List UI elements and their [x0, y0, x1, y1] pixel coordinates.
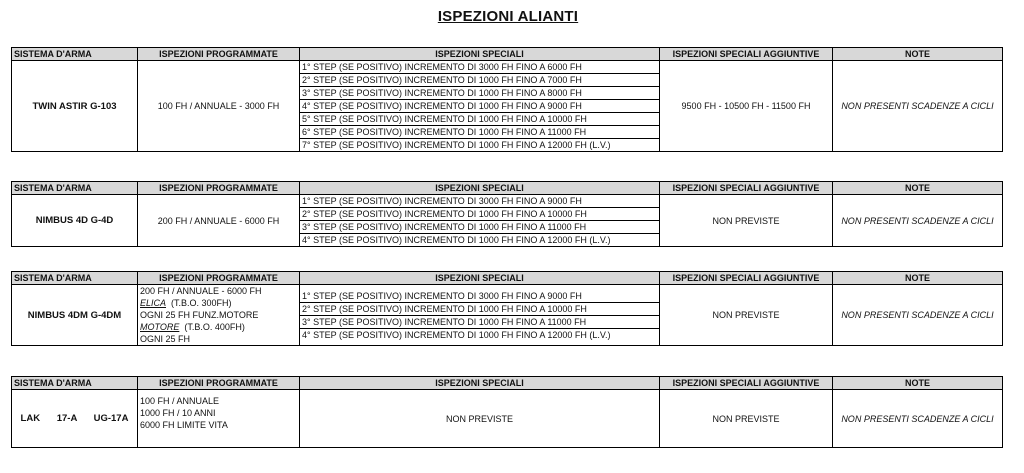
header-ispezioni-aggiuntive: ISPEZIONI SPECIALI AGGIUNTIVE [660, 272, 833, 285]
programmate-line: OGNI 25 FH FUNZ.MOTORE [140, 310, 259, 320]
step-line: 2° STEP (SE POSITIVO) INCREMENTO DI 1000 FH FINO A 10000 FH [300, 303, 659, 316]
header-note: NOTE [833, 377, 1003, 390]
header-ispezioni-aggiuntive: ISPEZIONI SPECIALI AGGIUNTIVE [660, 48, 833, 61]
programmate-line [138, 297, 299, 309]
step-line: 4° STEP (SE POSITIVO) INCREMENTO DI 1000 FH FINO A 12000 FH (L.V.) [302, 235, 611, 245]
note-cell: NON PRESENTI SCADENZE A CICLI [833, 195, 1003, 247]
ispezioni-programmate-cell [138, 285, 300, 346]
ispezioni-programmate-cell [138, 390, 300, 448]
header-sistema-arma: SISTEMA D'ARMA [12, 48, 138, 61]
sistema-arma-cell: NIMBUS 4DM G-4DM [12, 285, 138, 346]
table-lak-17a [11, 376, 1003, 448]
header-ispezioni-programmate: ISPEZIONI PROGRAMMATE [138, 377, 300, 390]
header-ispezioni-programmate: ISPEZIONI PROGRAMMATE [138, 272, 300, 285]
header-ispezioni-aggiuntive: ISPEZIONI SPECIALI AGGIUNTIVE [660, 377, 833, 390]
header-ispezioni-speciali: ISPEZIONI SPECIALI [300, 48, 660, 61]
table-header-row [12, 48, 1003, 61]
table-nimbus-4dm [11, 271, 1003, 346]
step-line: 2° STEP (SE POSITIVO) INCREMENTO DI 1000 FH FINO A 10000 FH [300, 208, 659, 221]
note-cell: NON PRESENTI SCADENZE A CICLI [833, 61, 1003, 152]
table-header-row [12, 272, 1003, 285]
programmate-line [138, 431, 299, 443]
programmate-line: OGNI 25 FH [140, 334, 191, 344]
table-row [12, 195, 1003, 247]
header-ispezioni-speciali: ISPEZIONI SPECIALI [300, 272, 660, 285]
table-row [12, 390, 1003, 448]
header-ispezioni-speciali: ISPEZIONI SPECIALI [300, 377, 660, 390]
sistema-arma-cell: TWIN ASTIR G-103 [12, 61, 138, 152]
elica-value: (T.B.O. 300FH) [171, 298, 232, 308]
ispezioni-aggiuntive-cell: NON PREVISTE [660, 390, 833, 448]
step-line: 1° STEP (SE POSITIVO) INCREMENTO DI 3000 FH FINO A 9000 FH [300, 290, 659, 303]
ispezioni-programmate-cell: 200 FH / ANNUALE - 6000 FH [138, 195, 300, 247]
motore-value: (T.B.O. 400FH) [184, 322, 245, 332]
step-line: 5° STEP (SE POSITIVO) INCREMENTO DI 1000 FH FINO A 10000 FH [300, 113, 659, 126]
step-line: 2° STEP (SE POSITIVO) INCREMENTO DI 1000 FH FINO A 7000 FH [300, 74, 659, 87]
step-line: 7° STEP (SE POSITIVO) INCREMENTO DI 1000 FH FINO A 12000 FH (L.V.) [302, 140, 611, 150]
note-cell: NON PRESENTI SCADENZE A CICLI [833, 285, 1003, 346]
table-header-row [12, 377, 1003, 390]
header-note: NOTE [833, 182, 1003, 195]
header-sistema-arma: SISTEMA D'ARMA [12, 182, 138, 195]
header-note: NOTE [833, 48, 1003, 61]
ispezioni-aggiuntive-cell: 9500 FH - 10500 FH - 11500 FH [660, 61, 833, 152]
step-line: 1° STEP (SE POSITIVO) INCREMENTO DI 3000 FH FINO A 6000 FH [300, 61, 659, 74]
elica-label: ELICA [140, 298, 167, 308]
motore-label: MOTORE [140, 322, 180, 332]
step-line: 3° STEP (SE POSITIVO) INCREMENTO DI 1000 FH FINO A 11000 FH [300, 221, 659, 234]
sistema-arma-cell: NIMBUS 4D G-4D [12, 195, 138, 247]
ispezioni-speciali-cell [300, 285, 660, 346]
header-note: NOTE [833, 272, 1003, 285]
header-ispezioni-programmate: ISPEZIONI PROGRAMMATE [138, 48, 300, 61]
ispezioni-aggiuntive-cell: NON PREVISTE [660, 195, 833, 247]
step-line: 6° STEP (SE POSITIVO) INCREMENTO DI 1000 FH FINO A 11000 FH [300, 126, 659, 139]
ispezioni-speciali-cell [300, 195, 660, 247]
step-line: 3° STEP (SE POSITIVO) INCREMENTO DI 1000 FH FINO A 8000 FH [300, 87, 659, 100]
table-row [12, 285, 1003, 346]
programmate-line: 6000 FH LIMITE VITA [140, 419, 228, 430]
programmate-line: 1000 FH / 10 ANNI [140, 407, 216, 418]
programmate-line [138, 321, 299, 333]
page-title: ISPEZIONI ALIANTI [437, 8, 579, 25]
note-cell: NON PRESENTI SCADENZE A CICLI [833, 390, 1003, 448]
header-sistema-arma: SISTEMA D'ARMA [12, 272, 138, 285]
table-twin-astir [11, 47, 1003, 152]
step-line: 3° STEP (SE POSITIVO) INCREMENTO DI 1000 FH FINO A 11000 FH [300, 316, 659, 329]
programmate-line: 100 FH / ANNUALE [140, 395, 220, 406]
ispezioni-programmate-cell: 100 FH / ANNUALE - 3000 FH [138, 61, 300, 152]
step-line: 4° STEP (SE POSITIVO) INCREMENTO DI 1000 FH FINO A 12000 FH (L.V.) [302, 329, 611, 340]
table-row [12, 61, 1003, 152]
sistema-arma-cell: LAK 17-A UG-17A [12, 390, 138, 448]
ispezioni-speciali-cell: NON PREVISTE [300, 390, 660, 448]
step-line: 4° STEP (SE POSITIVO) INCREMENTO DI 1000 FH FINO A 9000 FH [300, 100, 659, 113]
header-ispezioni-speciali: ISPEZIONI SPECIALI [300, 182, 660, 195]
ispezioni-aggiuntive-cell: NON PREVISTE [660, 285, 833, 346]
header-ispezioni-programmate: ISPEZIONI PROGRAMMATE [138, 182, 300, 195]
step-line: 1° STEP (SE POSITIVO) INCREMENTO DI 3000 FH FINO A 9000 FH [300, 195, 659, 208]
programmate-line: 200 FH / ANNUALE - 6000 FH [140, 286, 262, 296]
header-ispezioni-aggiuntive: ISPEZIONI SPECIALI AGGIUNTIVE [660, 182, 833, 195]
table-header-row [12, 182, 1003, 195]
table-nimbus-4d [11, 181, 1003, 247]
header-sistema-arma: SISTEMA D'ARMA [12, 377, 138, 390]
ispezioni-speciali-cell [300, 61, 660, 152]
